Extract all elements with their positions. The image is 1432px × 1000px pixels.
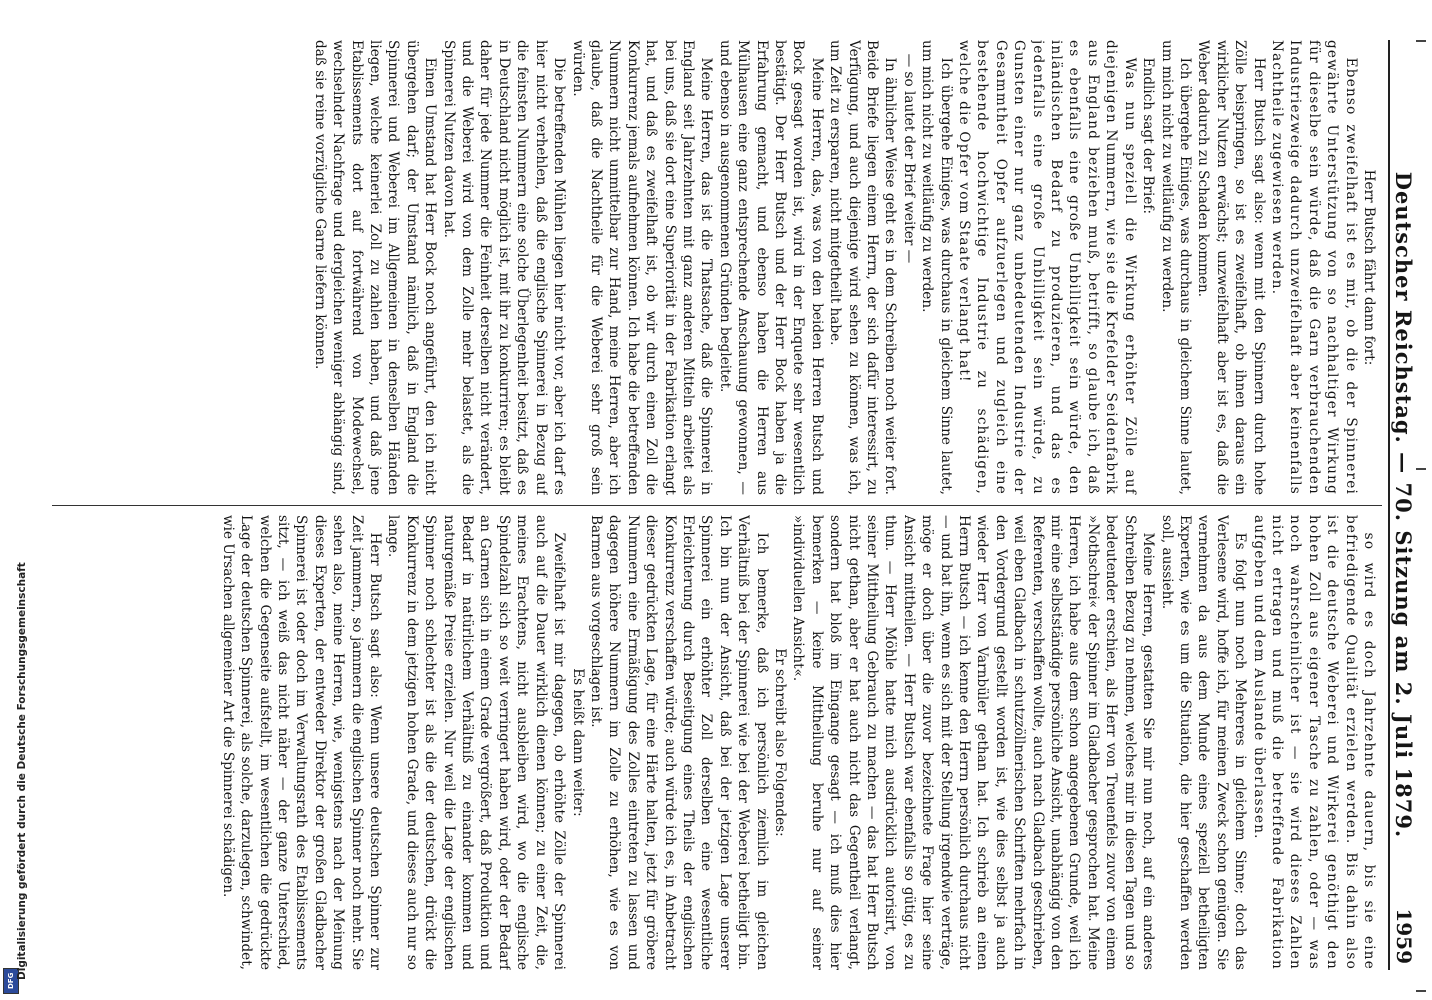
digitization-credit: Digitalisierung gefördert durch die Deutsche Forschungsgemeinschaft — [16, 562, 28, 980]
paragraph: Herr Butsch sagt also: wenn mit den Spinnern durch hohe Zölle beispringen, so ist es zweifelhaft, ob ihnen daraus ein wirklicher Nutzen erwächst; unzweifelhaft aber ist es, daß die Weber dadurch zu Schaden kommen. — [1195, 40, 1267, 495]
digitization-footer — [0, 0, 26, 1000]
paragraph: Meine Herren, das, was von den beiden Herren Butsch und Bock gesagt worden ist, wird in der Enquete sehr wesentlich bestätigt. Der Herr Butsch und der Herr Bock haben ja die Erfahrung gemacht, und ebenso haben die Herren aus Mülhausen eine ganz entsprechende Anschauung gewonnen, — und ebenso in ausgenommenen Gründen begleitet. — [716, 40, 825, 495]
left-column — [58, 40, 1378, 495]
paragraph: Meine Herren, gestatten Sie mir nun noch, auf ein anderes Schreiben Bezug zu nehmen, welches mir in diesen Tagen und so bedeutender erschien, als Herr von Treuenfels zuvor von einem »Nothschrei« der Spinner im Gladbacher gesprochen hat. Meine Herren, ich habe aus dem schon angegebenen Grunde, weil ich mir eine selbstständige persönliche Ansicht, unabhängig von den Referenten, verschaffen wollte, auch nach Gladbach geschrieben, weil eben Gladbach in schutzzöllnerischen Schriften mehrfach in den Vordergrund gestellt worden ist, wie dies selbst ja auch wieder Herr von Varnbüler gethan hat. Ich schrieb an einen Herrn Butsch — ich kenne den Herrn persönlich durchaus nicht — und bat ihn, wenn es sich mit der Stellung irgendwie verträge, möge er doch über die zuvor bezeichnete Frage hier seine Ansicht mittheilen. — Herr Butsch war ebenfalls so gütig, es zu thun. — Herr Möhle hatte mich ausdrücklich autorisirt, von seiner Mittheilung Gebrauch zu machen — das hat Herr Butsch nicht gethan, aber er hat auch nicht das Gegentheil verlangt, sondern hat bloß im Eingange gesagt — ich muß dies hier bemerken — keine Mittheilung beruhe nur auf seiner »individuellen Ansicht«. — [790, 515, 1157, 970]
paragraph: Er schreibt also Folgendes: — [772, 648, 788, 837]
paragraph: so wird es doch Jahrzehnte dauern, bis sie eine befriedigende Qualität erzielen werden. Bis dahin also ist die deutsche Weberei und Wirkerei genöthigt den hohen Zoll aus eigener Tasche zu zahlen, oder — was noch wahrscheinlicher ist — sie wird dieses Zahlen nicht ertragen und muß die betreffende Fabrikation aufgeben und dem Auslande überlassen. — [1250, 515, 1377, 970]
edge-tick — [1416, 40, 1426, 42]
paragraph: Was nun speziell die Wirkung erhöhter Zölle auf diejenigen Nummern, wie sie die Krefelder Seidenfabrik aus England beziehen muß, betrifft, so glaube ich, daß es ebenfalls eine große Unbilligkeit sein würde, den inländischen Bedarf zu produzieren, und das es jedenfalls eine große Unbilligkeit sein würde, zu Gunsten einer nur ganz unbedeutenden Industrie der Gesammtheit Opfer aufzuerlegen und zugleich eine bestehende hochwichtige Industrie zu schädigen, welche die Opfer vom Staate verlangt hat! — [956, 40, 1138, 495]
paragraph: Es heißt dann weiter: — [569, 668, 586, 817]
paragraph: Herr Butsch sagt also: Wenn unsere deutschen Spinner zur Zeit jammern, so jammern die englischen Spinner noch mehr. Sie sehen also, meine Herren, wie, wenigstens nach der Meinung dieses Experten, der entweder Direktor der großen Gladbacher Spinnerei ist oder doch im Verwaltungsrath des Etablissements sitzt, — ich weiß das nicht näher — der ganze Unterschied, welchen die Gegenseite aufstellt, im wesentlichen die gedrückte Lage der deutschen Spinnerei, als solche, darzulegen, schwindet, wie Ursachen allgemeiner Art die Spinnerei schädigen. — [219, 515, 384, 970]
paragraph: Ich übergehe Einiges, was durchaus in gleichem Sinne lautet, um mich nicht zu weitläufig zu werden. — [1158, 40, 1193, 495]
right-column — [58, 515, 1378, 970]
paragraph: — so lautet der Brief weiter — — [900, 53, 917, 264]
right-edge-marks — [1412, 0, 1432, 1000]
edge-tick — [1416, 990, 1426, 992]
paragraph: Die betreffenden Mühlen liegen hier nicht vor, aber ich darf es hier nicht verhehlen, daß die englische Spinnerei in Bezug auf die feinsten Nummern eine solche Überlegenheit besitzt, daß es in Deutschland nicht möglich ist, mit ihr zu konkurriren; es bleibt daher für jede Nummer die Feinheit derselben nicht verändert, und die Weberei wird von dem Zolle mehr belastet, als die Spinnerei Nutzen davon hat. — [440, 40, 568, 495]
dfg-logo: DFG — [3, 968, 19, 994]
paragraph: Meine Herren, das ist die Thatsache, daß die Spinnerei in England seit Jahrzehnten mit ganz anderen Mitteln arbeitet als bei uns, daß sie dort eine Superiorität in der Fabrikation erlangt hat, und daß es zweifelhaft ist, ob wir durch einen Zoll die Konkurrenz jemals aufnehmen können. Ich habe die betreffenden Nummern nicht unmittelbar zur Hand, meine Herren, aber ich glaube, daß die Nachtheile für die Weberei sehr groß sein würden. — [569, 40, 715, 495]
page-number: 1959 — [1392, 908, 1416, 964]
paragraph: Einen Umstand hat Herr Bock noch angeführt, den ich nicht übergehen darf; der Umstand nämlich, daß in England die Spinnerei und Weberei im Allgemeinen in denselben Händen liegen, welche keinerlei Zoll zu zahlen haben, und daß jene Etablissements dort auf fortwährend von Modewechsel, wechselnder Nachfrage und dergleichen weniger abhängig sind, daß sie reine vorzügliche Garne liefern können. — [311, 40, 439, 495]
paragraph: Es folgt nun noch Mehreres in gleichem Sinne; doch das Verlesene wird, hoffe ich, für meinen Zweck schon genügen. Sie vernehmen da aus dem Munde eines speziell betheiligten Experten, wie es um die Situation, die hier geschaffen werden soll, aussieht. — [1158, 515, 1249, 970]
paragraph: Ich bemerke, daß ich persönlich ziemlich im gleichen Verhältniß bei der Spinnerei wie bei der Weberei betheiligt bin. Ich bin nun der Ansicht, daß bei der jetzigen Lage unserer Spinnerei ein erhöhter Zoll derselben eine wesentliche Erleichterung durch Beseitigung eines Theils der englischen Konkurrenz verschaffen würde; auch würde ich es, in Anbetracht dieser gedrückten Lage, für eine Härte halten, jetzt für gröbere Nummern eine Ermäßigung des Zolles eintreten zu lassen und dagegen höhere Nummern im Zolle zu erhöhen, wie es von Barmen aus vorgeschlagen ist. — [587, 515, 770, 970]
rotated-page-content — [30, 0, 1432, 1000]
paragraph: Ich übergehe Einiges, was durchaus in gleichem Sinne lautet, um mich nicht zu weitläufig zu werden. — [919, 40, 954, 495]
edge-tick — [1416, 468, 1426, 470]
paragraph: Herr Butsch fährt dann fort: — [1361, 169, 1377, 366]
column-divider — [52, 505, 1382, 506]
paragraph: Zweifelhaft ist mir dagegen, ob erhöhte Zölle der Spinnerei auch auf die Dauer wirklich dienen können; zu einer Zeit, die, meines Erachtens, nicht ausbleiben wird, wo die englische Spindelzahl sich so weit verringert haben wird, oder der Bedarf an Garnen sich in einem Grade vergrößert, daß Produktion und Bedarf in natürlichem Verhältniß zu einander kommen und naturgemäße Preise erzielen. Nur weil die Lage der englischen Spinner noch schlechter ist als die der deutschen, drückt die Konkurrenz in dem jetzigen hohen Grade, und dieses auch nur so lange. — [385, 515, 568, 970]
paragraph: In ähnlicher Weise geht es in dem Schreiben noch weiter fort. Beide Briefe liegen einem Herrn, der sich dafür interessirt, zu Verfügung, und auch diejenige wird sehen zu können, was ich, um Zeit zu ersparen, nicht mitgetheilt habe. — [827, 40, 899, 495]
running-head: Deutscher Reichstag. — 70. Sitzung am 2. Juli 1879. — [1391, 171, 1416, 839]
paragraph: Ebenso zweifelhaft ist es mir, ob die der Spinnerei gewährte Unterstützung von so nachhaltiger Wirkung für dieselbe sein würde, daß die Garn verbrauchenden Industriezweige dadurch unzweifelhaft aber keinenfalls Nachtheile zugewiesen werden. — [1268, 40, 1359, 495]
paragraph: Endlich sagt der Brief: — [1140, 57, 1157, 215]
